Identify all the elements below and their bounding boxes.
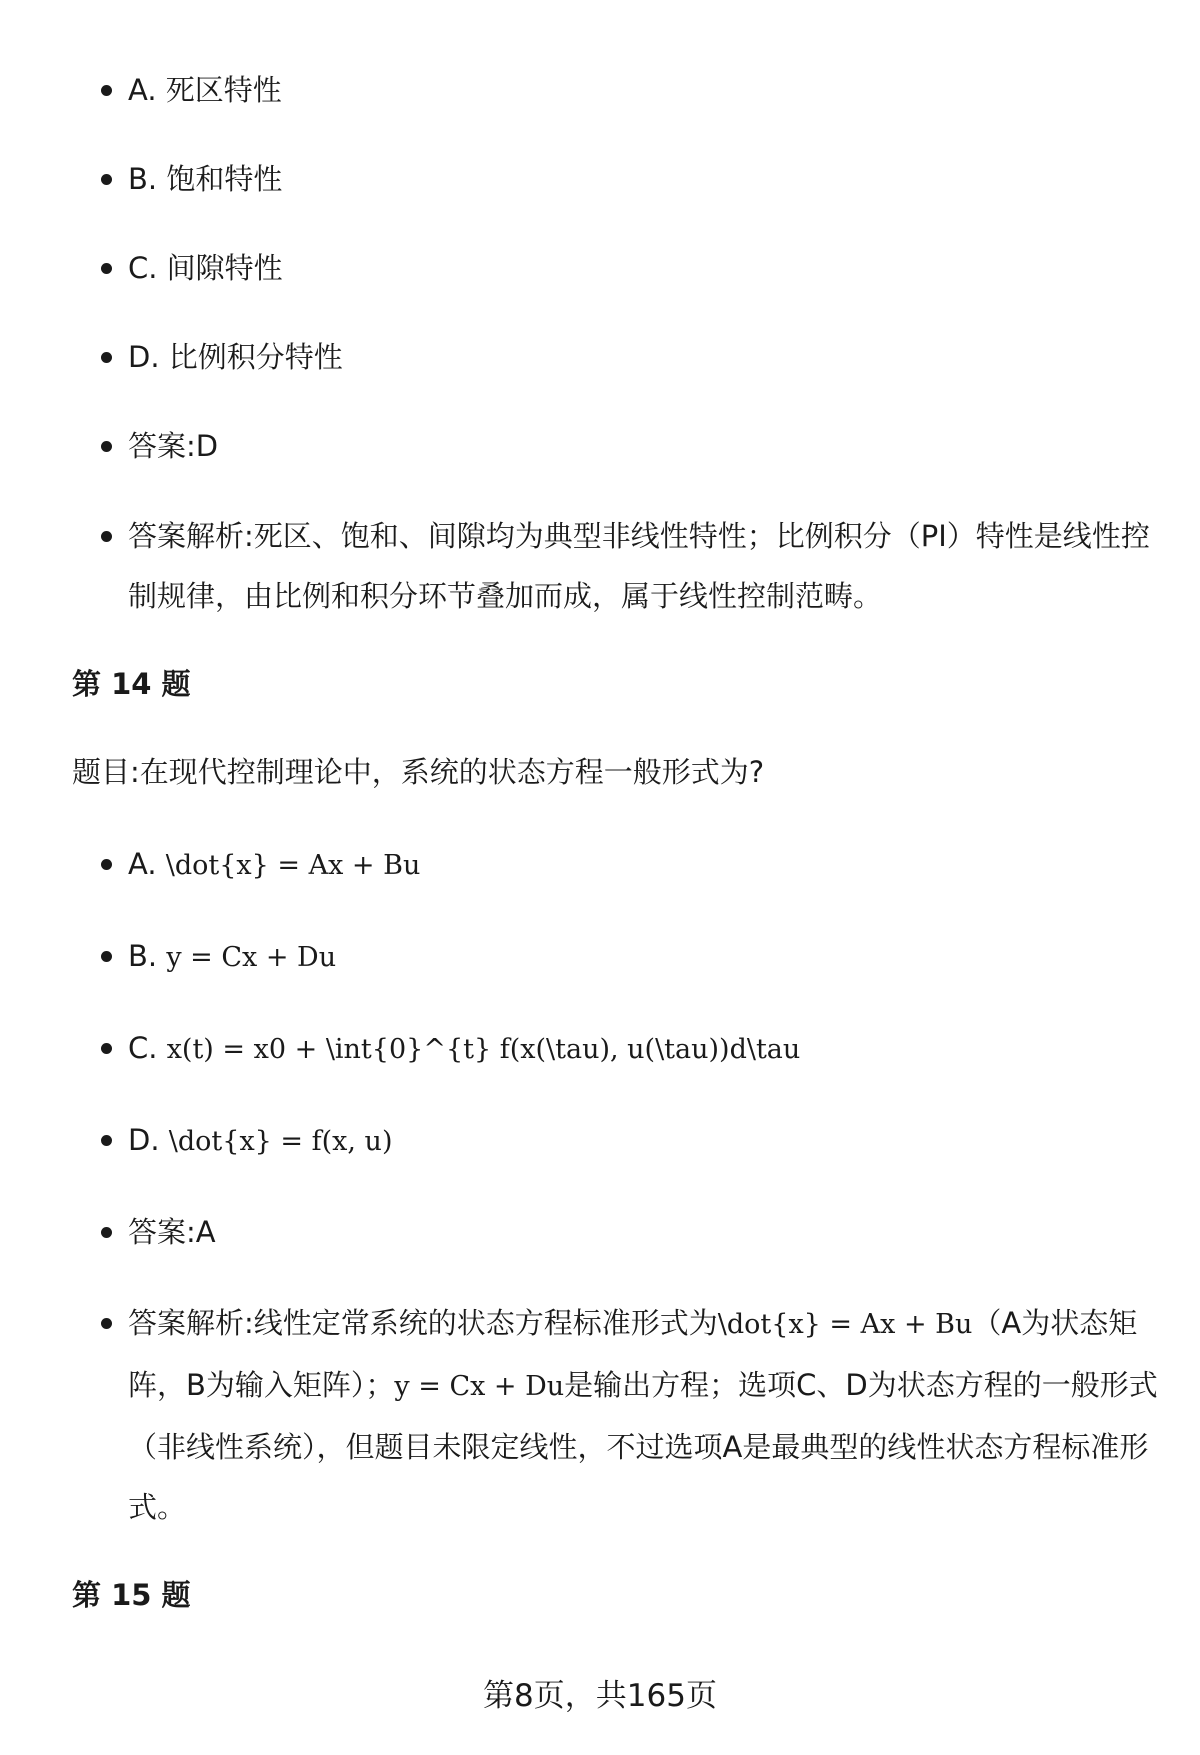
q13-explanation: 答案解析:死区、饱和、间隙均为典型非线性特性；比例积分（PI）特性是线性控制规律，由比例和积分环节叠加而成，属于线性控制范畴。 <box>128 506 1168 626</box>
q14-option-a-formula: \dot{x} = Ax + Bu <box>165 850 421 881</box>
q14-option-c-label: C. <box>128 1031 158 1065</box>
q13-option-a: A. 死区特性 <box>128 60 1168 120</box>
q14-answer: 答案:A <box>128 1202 1168 1262</box>
q14-option-d-formula: \dot{x} = f(x, u) <box>168 1126 393 1157</box>
q14-option-d <box>128 1110 1168 1172</box>
q13-option-c: C. 间隙特性 <box>128 238 1168 298</box>
q14-option-c <box>128 1018 1168 1080</box>
q14-option-b-label: B. <box>128 939 158 973</box>
q14-explanation-formula-2: y = Cx + Du <box>394 1371 565 1402</box>
q14-explanation <box>128 1293 1168 1537</box>
q14-explanation-text-1: 答案解析:线性定常系统的状态方程标准形式为 <box>128 1306 718 1340</box>
q14-option-b-formula: y = Cx + Du <box>166 942 337 973</box>
q14-option-a <box>128 834 1168 896</box>
page-footer: 第8页，共165页 <box>483 1678 717 1714</box>
q14-option-d-label: D. <box>128 1123 160 1157</box>
q13-option-b: B. 饱和特性 <box>128 149 1168 209</box>
q14-option-a-label: A. <box>128 847 157 881</box>
q14-explanation-text-3: 是输出方程；选项C、D为状态方程的一般形式（非线性系统），但题目未限定线性，不过选项A是最典型的线性状态方程标准形式。 <box>128 1368 1158 1524</box>
q13-option-d: D. 比例积分特性 <box>128 327 1168 387</box>
q14-option-c-formula: x(t) = x0 + \int{0}^{t} f(x(\tau), u(\tau))d\tau <box>166 1034 801 1065</box>
q13-answer: 答案:D <box>128 416 1168 476</box>
q14-stem: 题目:在现代控制理论中，系统的状态方程一般形式为? <box>72 755 765 789</box>
q15-heading: 第 15 题 <box>72 1578 191 1612</box>
q14-heading: 第 14 题 <box>72 667 191 701</box>
q14-explanation-formula-1: \dot{x} = Ax + Bu <box>717 1309 973 1340</box>
q14-explanation-text-2: （A为状态矩阵，B为输入矩阵）； <box>128 1306 1138 1402</box>
q14-option-b <box>128 926 1168 988</box>
